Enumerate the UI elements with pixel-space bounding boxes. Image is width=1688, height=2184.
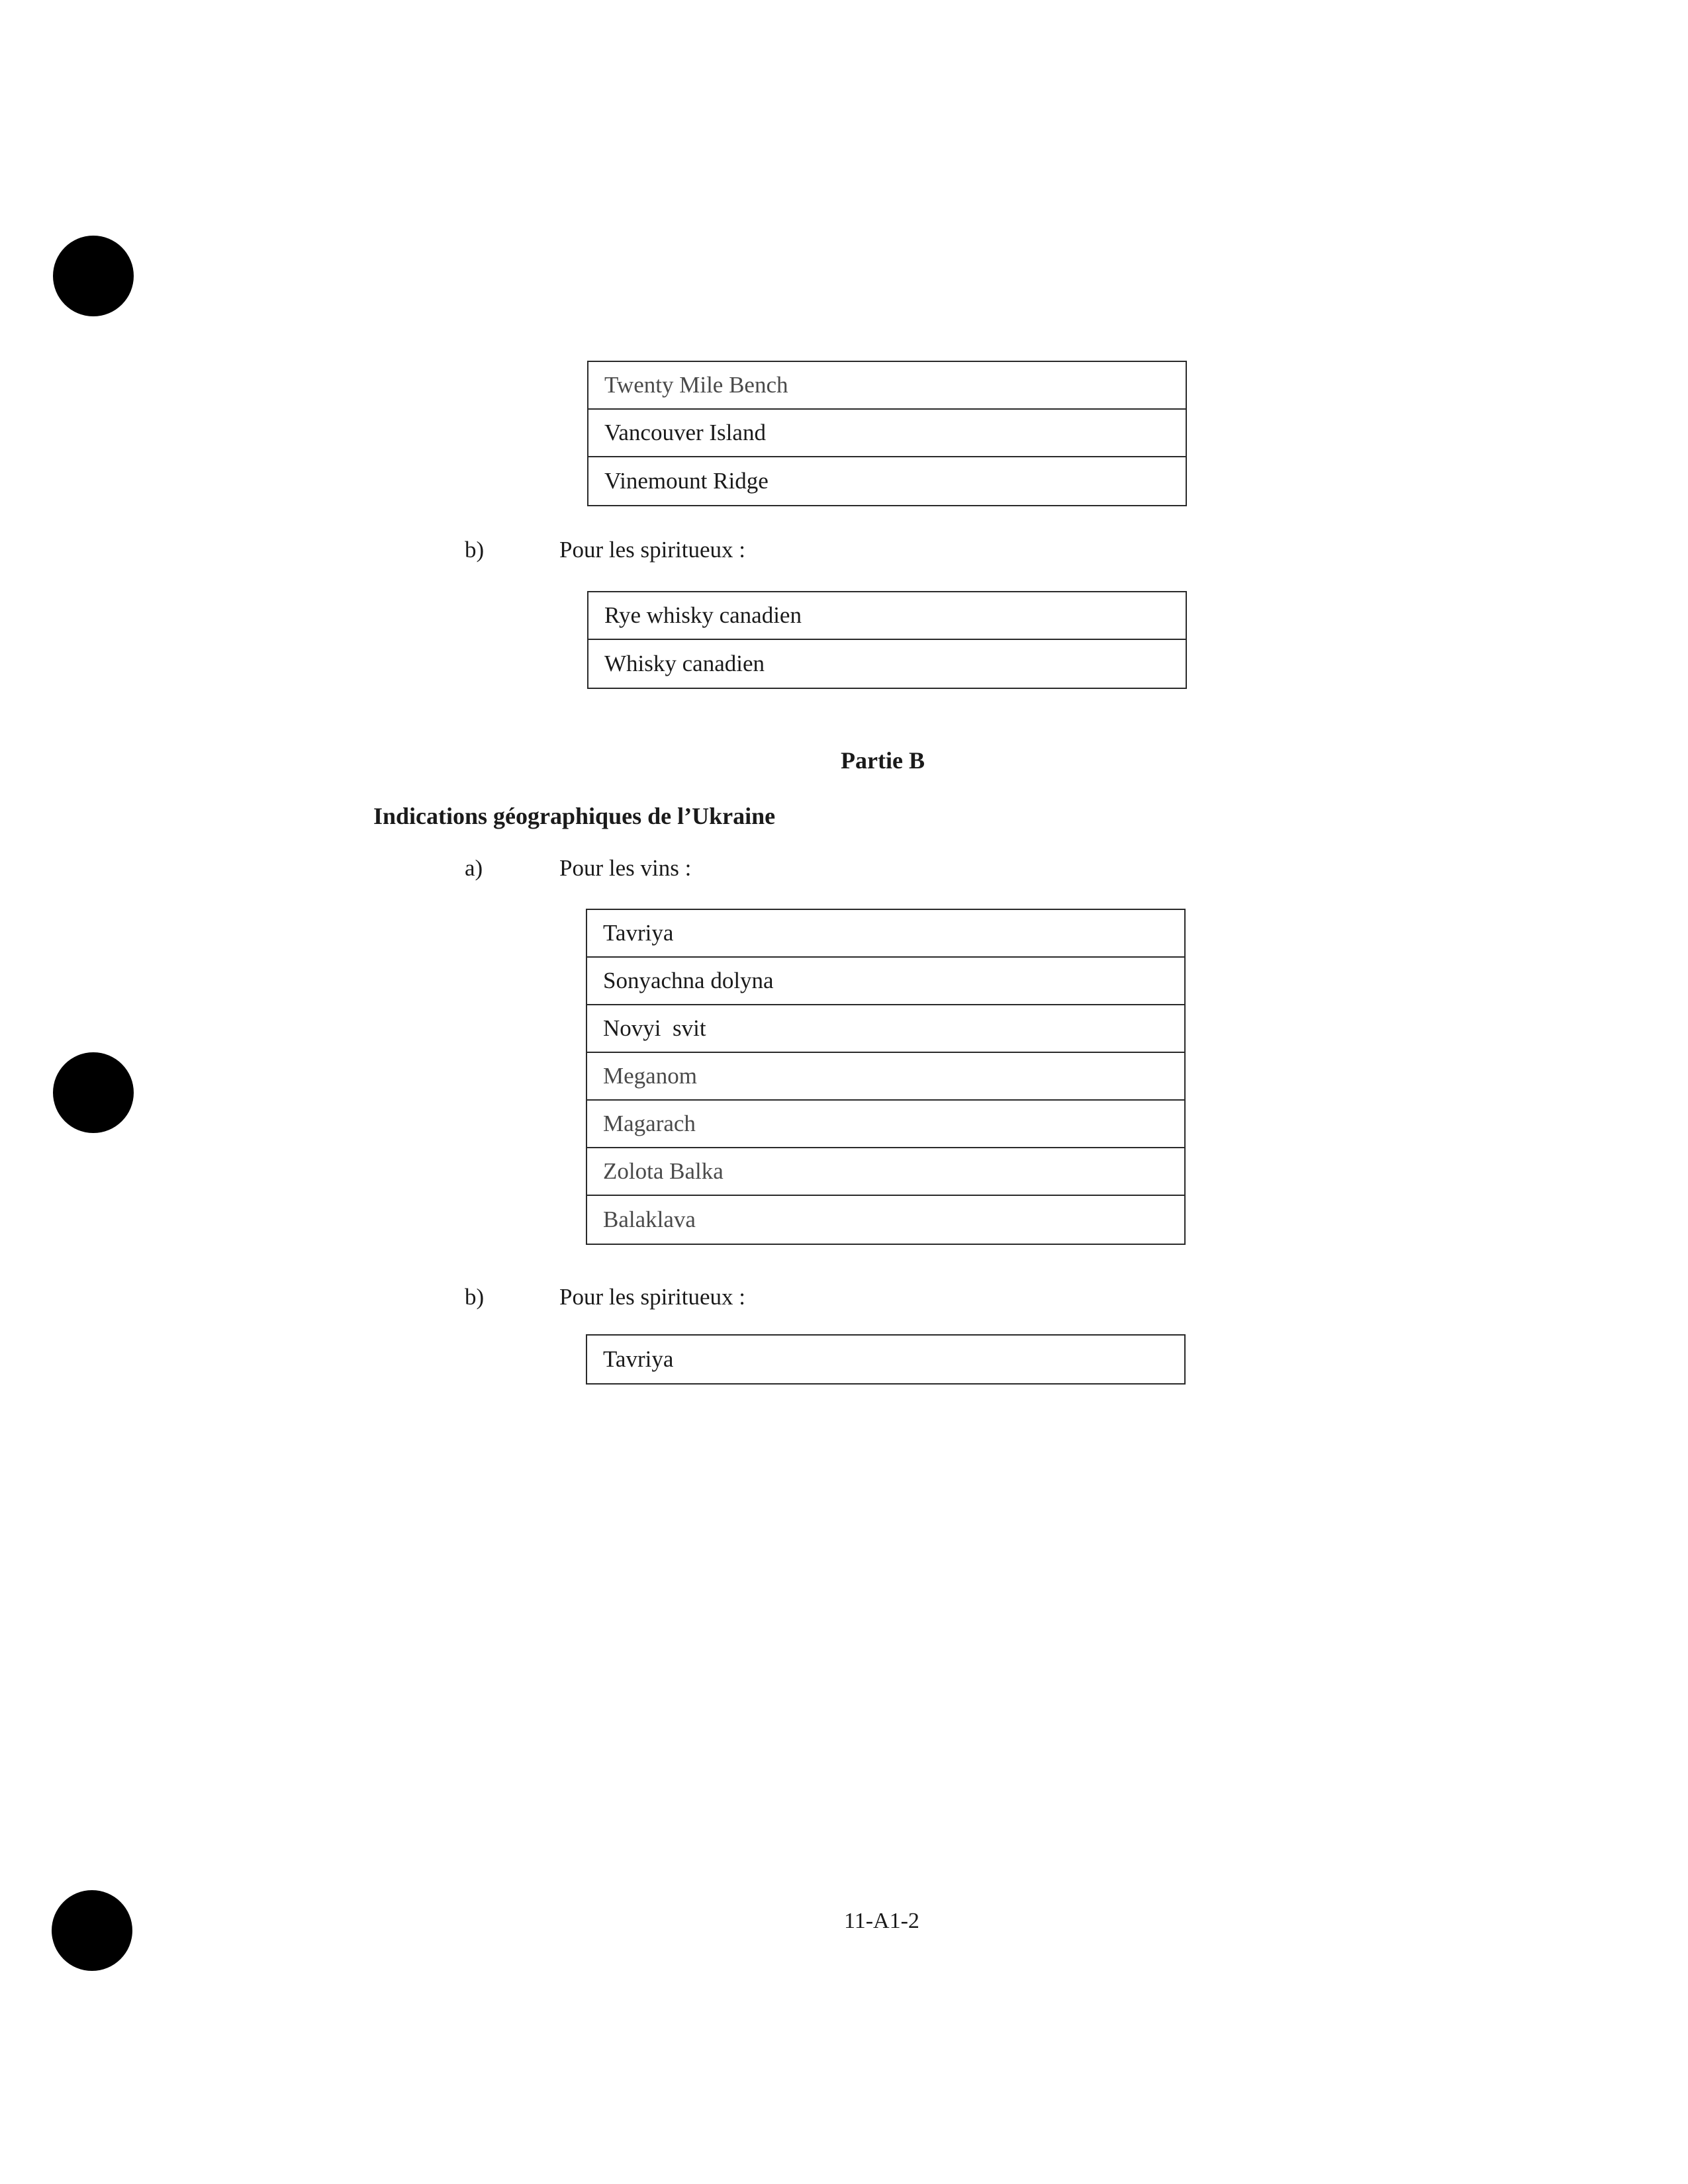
- table-row: Novyi svit: [587, 1005, 1184, 1053]
- ukraine-wines-table: [586, 909, 1186, 1245]
- binder-hole-middle: [53, 1052, 134, 1133]
- table-row: Balaklava: [603, 1206, 696, 1232]
- list-letter-a: a): [465, 855, 483, 881]
- table-row: Vinemount Ridge: [604, 468, 769, 494]
- page-number: 11-A1-2: [844, 1909, 919, 1933]
- table-row: Sonyachna dolyna: [587, 958, 1184, 1005]
- table-row: Tavriya: [603, 1346, 674, 1372]
- canada-wines-table: [587, 361, 1187, 506]
- table-row: Meganom: [587, 1053, 1184, 1101]
- section-label-spirits: Pour les spiritueux :: [559, 1284, 745, 1310]
- section-label-spirits: Pour les spiritueux :: [559, 537, 745, 563]
- section-heading-ukraine: Indications géographiques de l’Ukraine: [373, 803, 776, 829]
- table-row: Tavriya: [587, 910, 1184, 958]
- table-row: Twenty Mile Bench: [588, 362, 1186, 410]
- table-row: Vancouver Island: [588, 410, 1186, 457]
- table-row: Rye whisky canadien: [588, 592, 1186, 640]
- canada-spirits-table: [587, 591, 1187, 689]
- section-label-wines: Pour les vins :: [559, 855, 692, 881]
- list-letter-b: b): [465, 1284, 485, 1310]
- ukraine-spirits-table: [586, 1334, 1186, 1385]
- table-row: Magarach: [587, 1101, 1184, 1148]
- table-row: Zolota Balka: [587, 1148, 1184, 1196]
- list-letter-b: b): [465, 537, 485, 563]
- section-heading-partie-b: Partie B: [841, 747, 925, 774]
- binder-hole-top: [53, 236, 134, 316]
- table-row: Whisky canadien: [604, 651, 765, 676]
- binder-hole-bottom: [52, 1890, 132, 1971]
